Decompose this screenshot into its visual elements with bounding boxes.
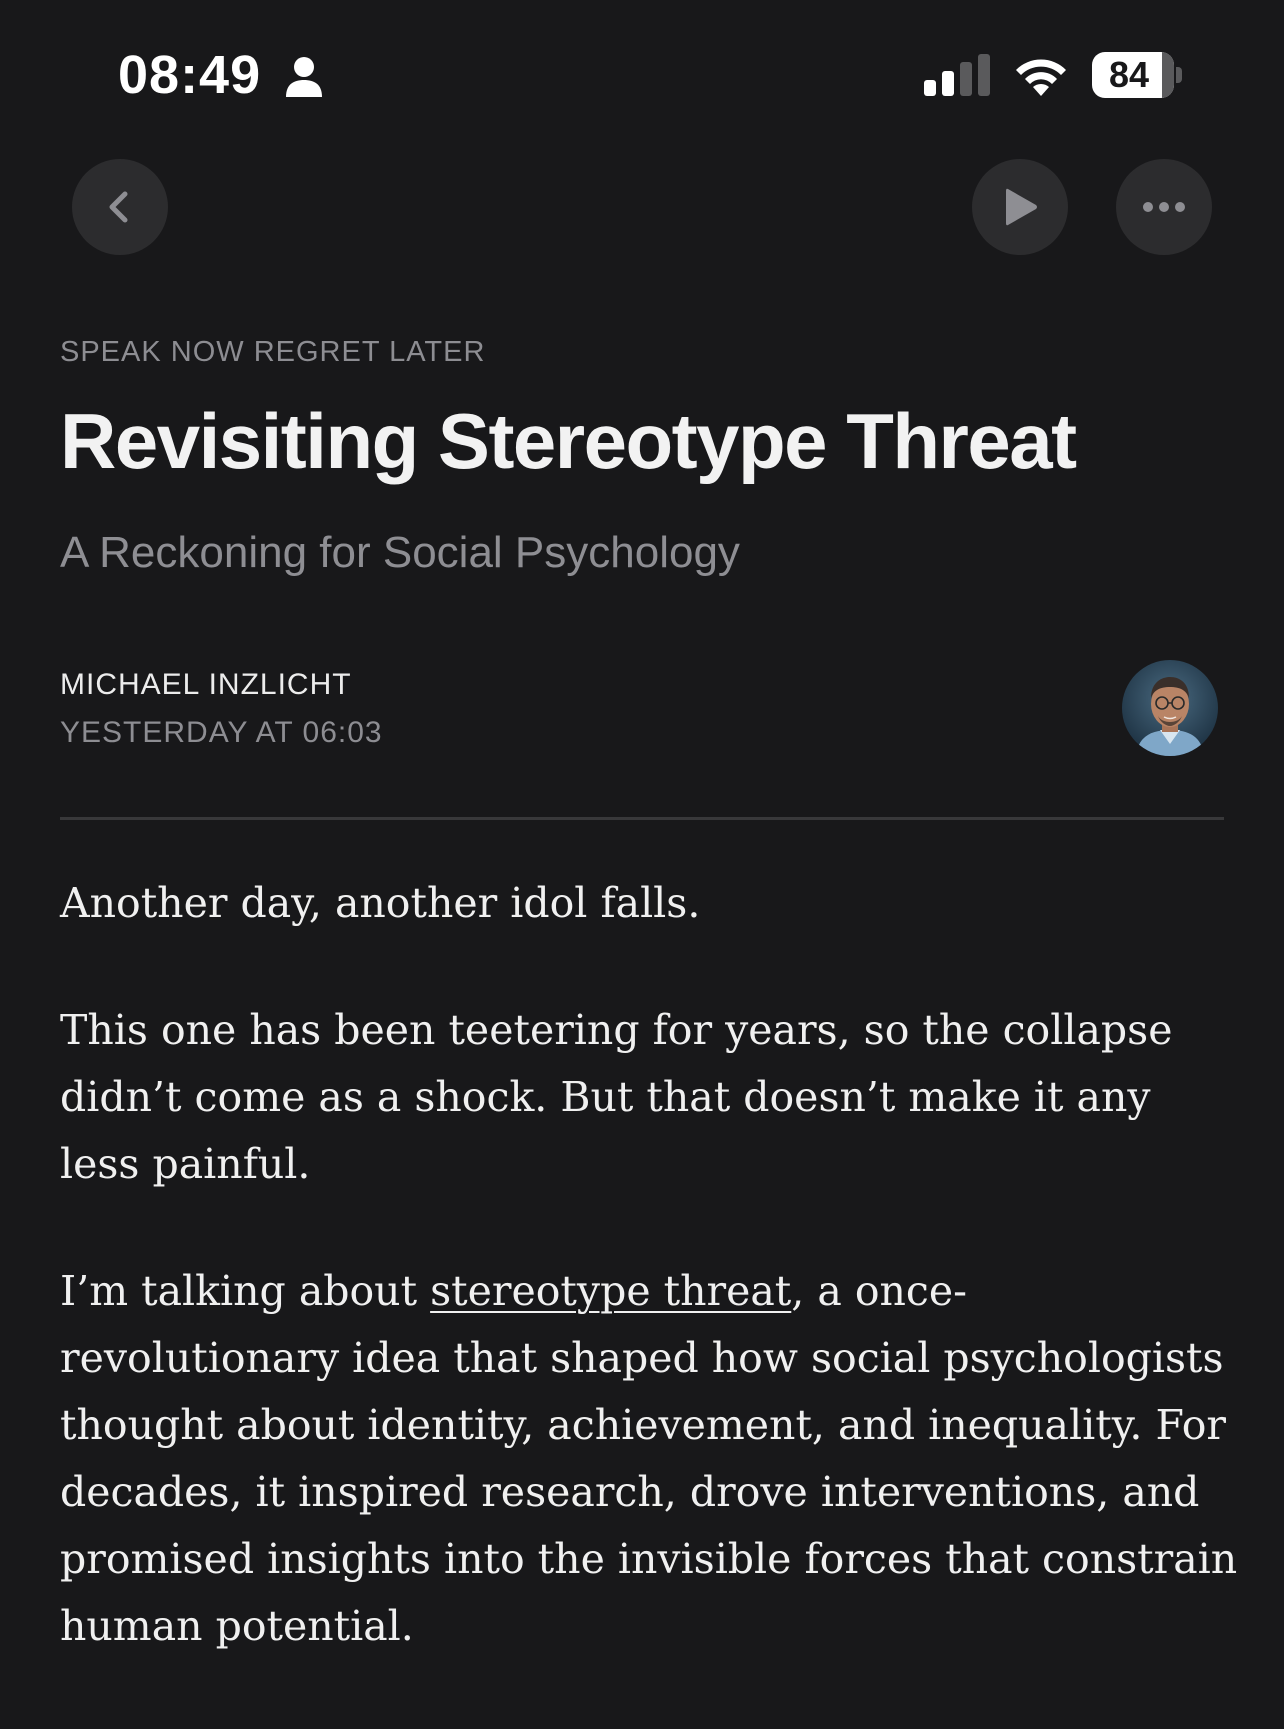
avatar-portrait — [1122, 660, 1218, 756]
more-options-button[interactable] — [1116, 159, 1212, 255]
person-icon — [284, 56, 324, 98]
battery-body — [1092, 52, 1174, 98]
paragraph-text: I’m talking about — [60, 1267, 431, 1315]
status-bar — [0, 0, 1284, 150]
article-subtitle: A Reckoning for Social Psychology — [60, 528, 740, 577]
battery-cap — [1176, 67, 1182, 83]
article-title: Revisiting Stereotype Threat — [60, 397, 1076, 485]
stereotype-threat-link[interactable]: stereotype threat — [430, 1267, 792, 1315]
back-button[interactable] — [72, 159, 168, 255]
battery-level: 84 — [1108, 54, 1150, 95]
header-divider — [60, 817, 1224, 820]
author-avatar[interactable] — [1122, 660, 1218, 756]
paragraph-text: , a once-revolutionary idea that shaped how social psychologists thought about identity, achievement, and inequality. For decades, it inspired research, drove interventions, and promised insights into the invisible forces that constrain human potential. — [60, 1267, 1238, 1650]
article-body — [60, 870, 1240, 1720]
paragraph — [60, 1258, 1240, 1660]
author-name[interactable]: MICHAEL INZLICHT — [60, 668, 352, 701]
battery-indicator — [1092, 52, 1184, 98]
wifi-icon — [1012, 52, 1070, 96]
ellipsis-icon — [1142, 201, 1186, 213]
paragraph: Another day, another idol falls. — [60, 879, 701, 927]
paragraph: This one has been teetering for years, so the collapse didn’t come as a shock. But that doesn’t make it any less painful. — [60, 1006, 1173, 1188]
chevron-left-icon — [100, 187, 140, 227]
publish-date: YESTERDAY AT 06:03 — [60, 716, 383, 749]
play-icon — [1000, 185, 1040, 229]
status-time: 08:49 — [118, 45, 262, 105]
signal-icon — [924, 54, 990, 96]
publication-name[interactable]: SPEAK NOW REGRET LATER — [60, 336, 486, 368]
play-button[interactable] — [972, 159, 1068, 255]
